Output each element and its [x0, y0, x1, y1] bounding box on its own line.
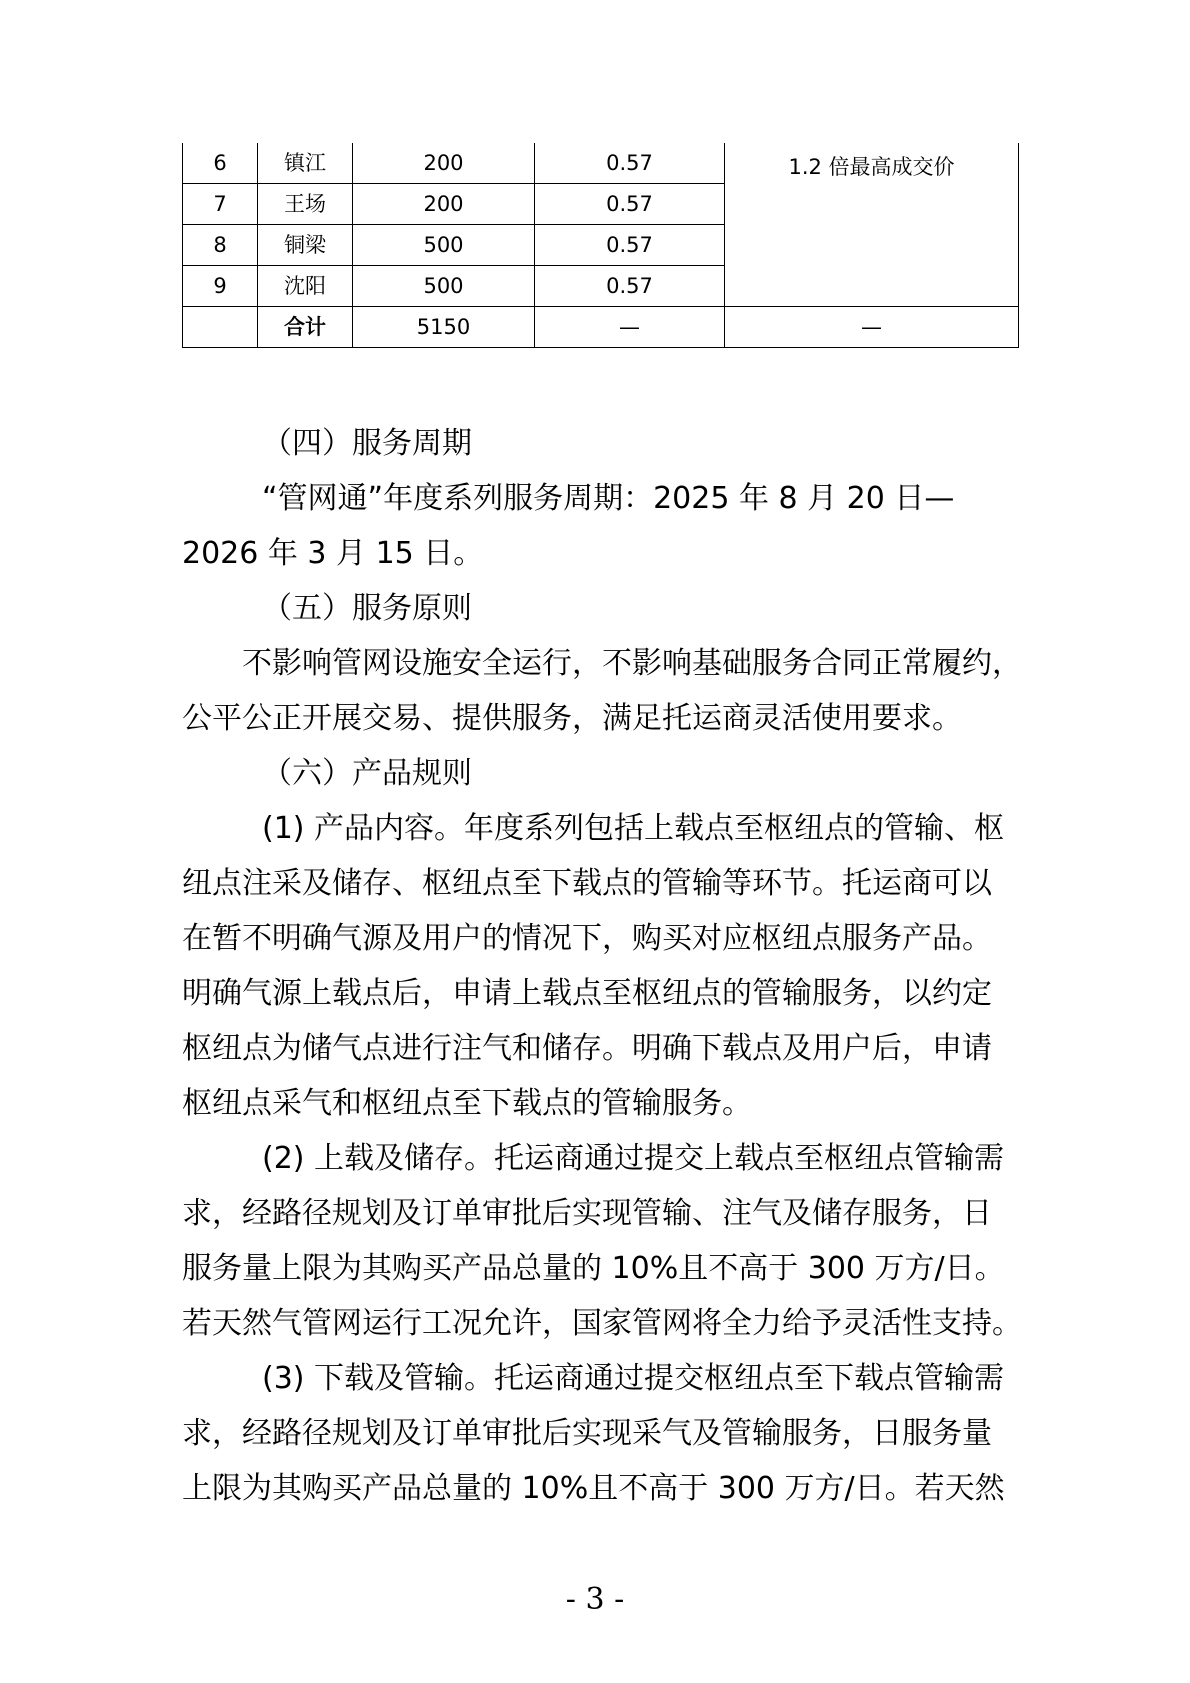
table-row [183, 143, 1019, 184]
total-quantity: 5150 [353, 307, 535, 348]
product-table [182, 143, 1019, 348]
price: 0.57 [535, 266, 725, 307]
hub-name: 沈阳 [258, 266, 353, 307]
price: 0.57 [535, 225, 725, 266]
paragraph-1-line: 枢纽点为储气点进行注气和储存。明确下载点及用户后，申请 [182, 1031, 992, 1066]
paragraph-2-line: (2) 上载及储存。托运商通过提交上载点至枢纽点管输需 [262, 1141, 1005, 1176]
row-number: 8 [183, 225, 258, 266]
paragraph-2-line: 若天然气管网运行工况允许，国家管网将全力给予灵活性支持。 [182, 1306, 1022, 1341]
hub-name: 镇江 [258, 143, 353, 184]
quantity: 200 [353, 143, 535, 184]
total-row [183, 307, 1019, 348]
paragraph-1-line: 明确气源上载点后，申请上载点至枢纽点的管输服务，以约定 [182, 976, 992, 1011]
section-6-title: （六）产品规则 [262, 756, 472, 791]
row-number: 9 [183, 266, 258, 307]
section-4-title: （四）服务周期 [262, 426, 472, 461]
total-price: — [535, 307, 725, 348]
price: 0.57 [535, 184, 725, 225]
quantity: 500 [353, 225, 535, 266]
paragraph-2-line: 求，经路径规划及订单审批后实现管输、注气及储存服务，日 [182, 1196, 992, 1231]
paragraph-1-line: 枢纽点采气和枢纽点至下载点的管输服务。 [182, 1086, 752, 1121]
quantity: 200 [353, 184, 535, 225]
page-number: - 3 - [565, 1582, 625, 1617]
quantity: 500 [353, 266, 535, 307]
hub-name: 铜梁 [258, 225, 353, 266]
paragraph-1-line: 纽点注采及储存、枢纽点至下载点的管输等环节。托运商可以 [182, 866, 992, 901]
paragraph-1-line: (1) 产品内容。年度系列包括上载点至枢纽点的管输、枢 [262, 811, 1005, 846]
service-principle-line-2: 公平公正开展交易、提供服务，满足托运商灵活使用要求。 [182, 701, 962, 736]
service-principle-line-1: 不影响管网设施安全运行，不影响基础服务合同正常履约， [242, 646, 1022, 681]
paragraph-1-line: 在暂不明确气源及用户的情况下，购买对应枢纽点服务产品。 [182, 921, 992, 956]
paragraph-3-line: (3) 下载及管输。托运商通过提交枢纽点至下载点管输需 [262, 1361, 1005, 1396]
row-number: 6 [183, 143, 258, 184]
paragraph-3-line: 上限为其购买产品总量的 10%且不高于 300 万方/日。若天然 [182, 1471, 1005, 1506]
service-period-line-2: 2026 年 3 月 15 日。 [182, 536, 484, 571]
row-number: 7 [183, 184, 258, 225]
total-note: — [725, 307, 1019, 348]
service-period-line-1: “管网通”年度系列服务周期：2025 年 8 月 20 日— [262, 481, 955, 516]
price-note: 1.2 倍最高成交价 [725, 143, 1019, 307]
paragraph-2-line: 服务量上限为其购买产品总量的 10%且不高于 300 万方/日。 [182, 1251, 1005, 1286]
price: 0.57 [535, 143, 725, 184]
total-number [183, 307, 258, 348]
total-label: 合计 [258, 307, 353, 348]
paragraph-3-line: 求，经路径规划及订单审批后实现采气及管输服务，日服务量 [182, 1416, 992, 1451]
section-5-title: （五）服务原则 [262, 591, 472, 626]
hub-name: 王场 [258, 184, 353, 225]
